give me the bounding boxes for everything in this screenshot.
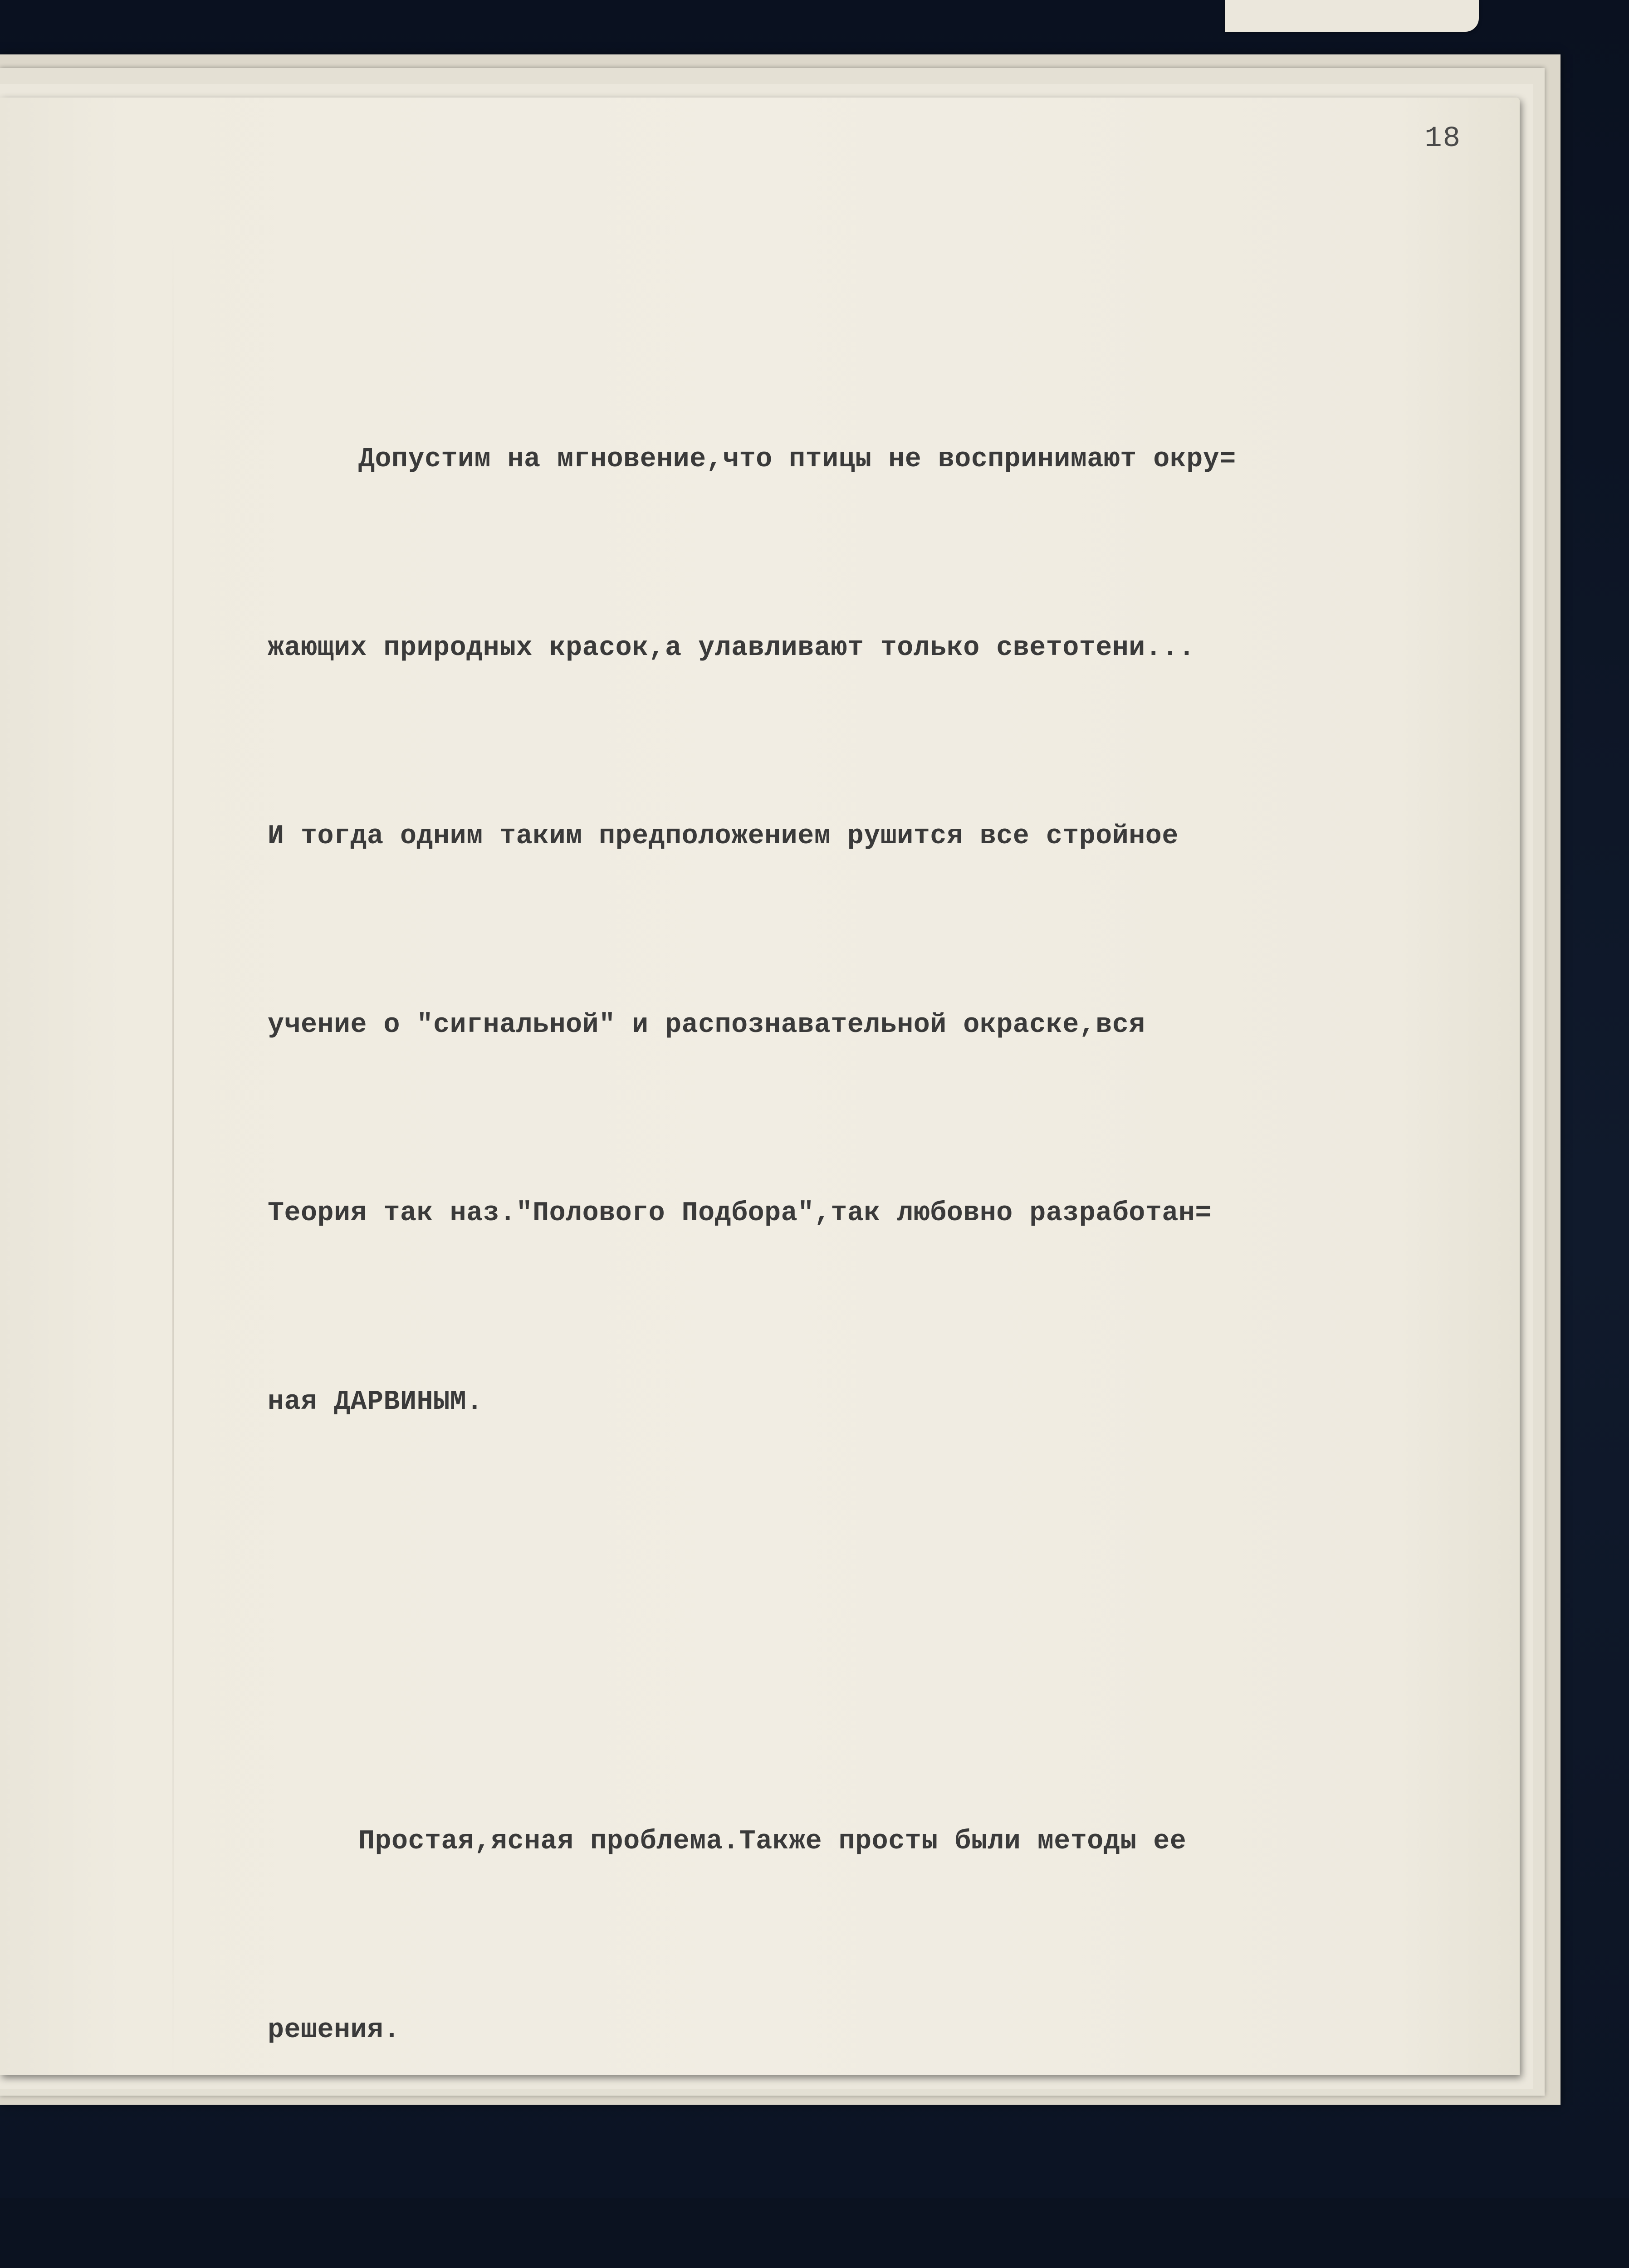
text-line: учение о "сигнальной" и распознавательной окраске,вся (268, 1009, 1145, 1041)
text-line: И тогда одним таким предположением рушится все стройное (268, 821, 1179, 852)
paragraph-2 (268, 1685, 1483, 2187)
paragraph-1 (268, 303, 1483, 1559)
text-line: Теория так наз."Полового Подбора",так любовно разработан= (268, 1198, 1212, 1229)
underlying-sheet-top-edge (1225, 0, 1479, 32)
text-line: жающих природных красок,а улавливают только светотени... (268, 632, 1195, 664)
text-line: ная ДАРВИНЫМ. (268, 1386, 483, 1418)
page-number: 18 (1424, 122, 1461, 155)
page-fold-shadow (172, 229, 174, 2089)
text-line: Допустим на мгновение,что птицы не воспринимают окру= (358, 444, 1236, 475)
text-line: решения. (268, 2014, 401, 2046)
text-line: Простая,ясная проблема.Также просты были методы ее (358, 1826, 1187, 1857)
page-body (268, 177, 1483, 2268)
